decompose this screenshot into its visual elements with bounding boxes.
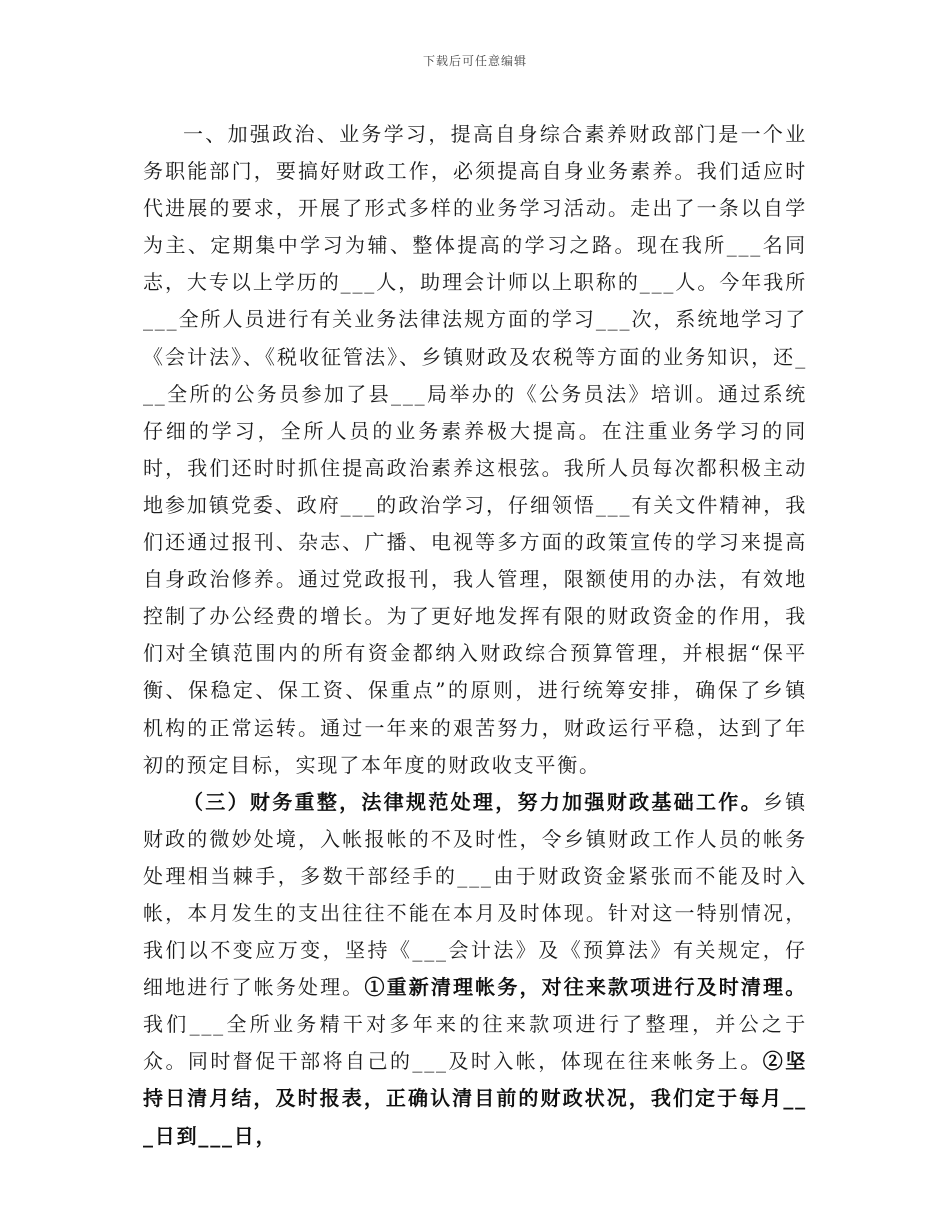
point-one-heading: ①重新清理帐务，对往来款项进行及时清理。: [364, 975, 808, 1000]
paragraph-study: 一、加强政治、业务学习，提高自身综合素养财政部门是一个业务职能部门，要搞好财政工作，必须提高自身业务素养。我们适应时代进展的要求，开展了形式多样的业务学习活动。走出了一条以自学为主、定期集中学习为辅、整体提高的学习之路。现在我所___名同志，大专以上学历的___人，助理会计师以上职称的___人。今年我所___全所人员进行有关业务法律法规方面的学习___次，系统地学习了《会计法》、《税收征管法》、乡镇财政及农税等方面的业务知识，还___全所的公务员参加了县___局举办的《公务员法》培训。通过系统仔细的学习，全所人员的业务素养极大提高。在注重业务学习的同时，我们还时时抓住提高政治素养这根弦。我所人员每次都积极主动地参加镇党委、政府___的政治学习，仔细领悟___有关文件精神，我们还通过报刊、杂志、广播、电视等多方面的政策宣传的学习来提高自身政治修养。通过党政报刊，我人管理，限额使用的办法，有效地控制了办公经费的增长。为了更好地发挥有限的财政资金的作用，我们对全镇范围内的所有资金都纳入财政综合预算管理，并根据“保平衡、保稳定、保工资、保重点”的原则，进行统筹安排，确保了乡镇机构的正常运转。通过一年来的艰苦努力，财政运行平稳，达到了年初的预定目标，实现了本年度的财政收支平衡。: [143, 122, 807, 777]
paragraph-text: 乡镇财政的微妙处境，入帐报帐的不及时性，令乡镇财政工作人员的帐务处理相当棘手，多数干部经手的___由于财政资金紧张而不能及时入帐，本月发生的支出往往不能在本月及时体现。针对这一特别情况，我们以不变应万变，坚持《___会计法》及《预算法》有关规定，仔细地进行了帐务处理。: [143, 789, 807, 1000]
page-header: 下载后可任意编辑: [422, 54, 527, 68]
paragraph-finance-reorganization: [143, 784, 807, 1155]
paragraph-text: 我们___全所业务精干对多年来的往来款项进行了整理，并公之于众。同时督促干部将自己的___及时入帐，体现在往来帐务上。: [143, 1012, 807, 1074]
document-body: [143, 116, 807, 1155]
section-heading-three: （三）财务重整，法律规范处理，努力加强财政基础工作。: [183, 789, 763, 814]
point-two-heading: ②坚持日清月结，及时报表，正确认清目前的财政状况，我们定于每月___日到___日，: [143, 1049, 807, 1148]
